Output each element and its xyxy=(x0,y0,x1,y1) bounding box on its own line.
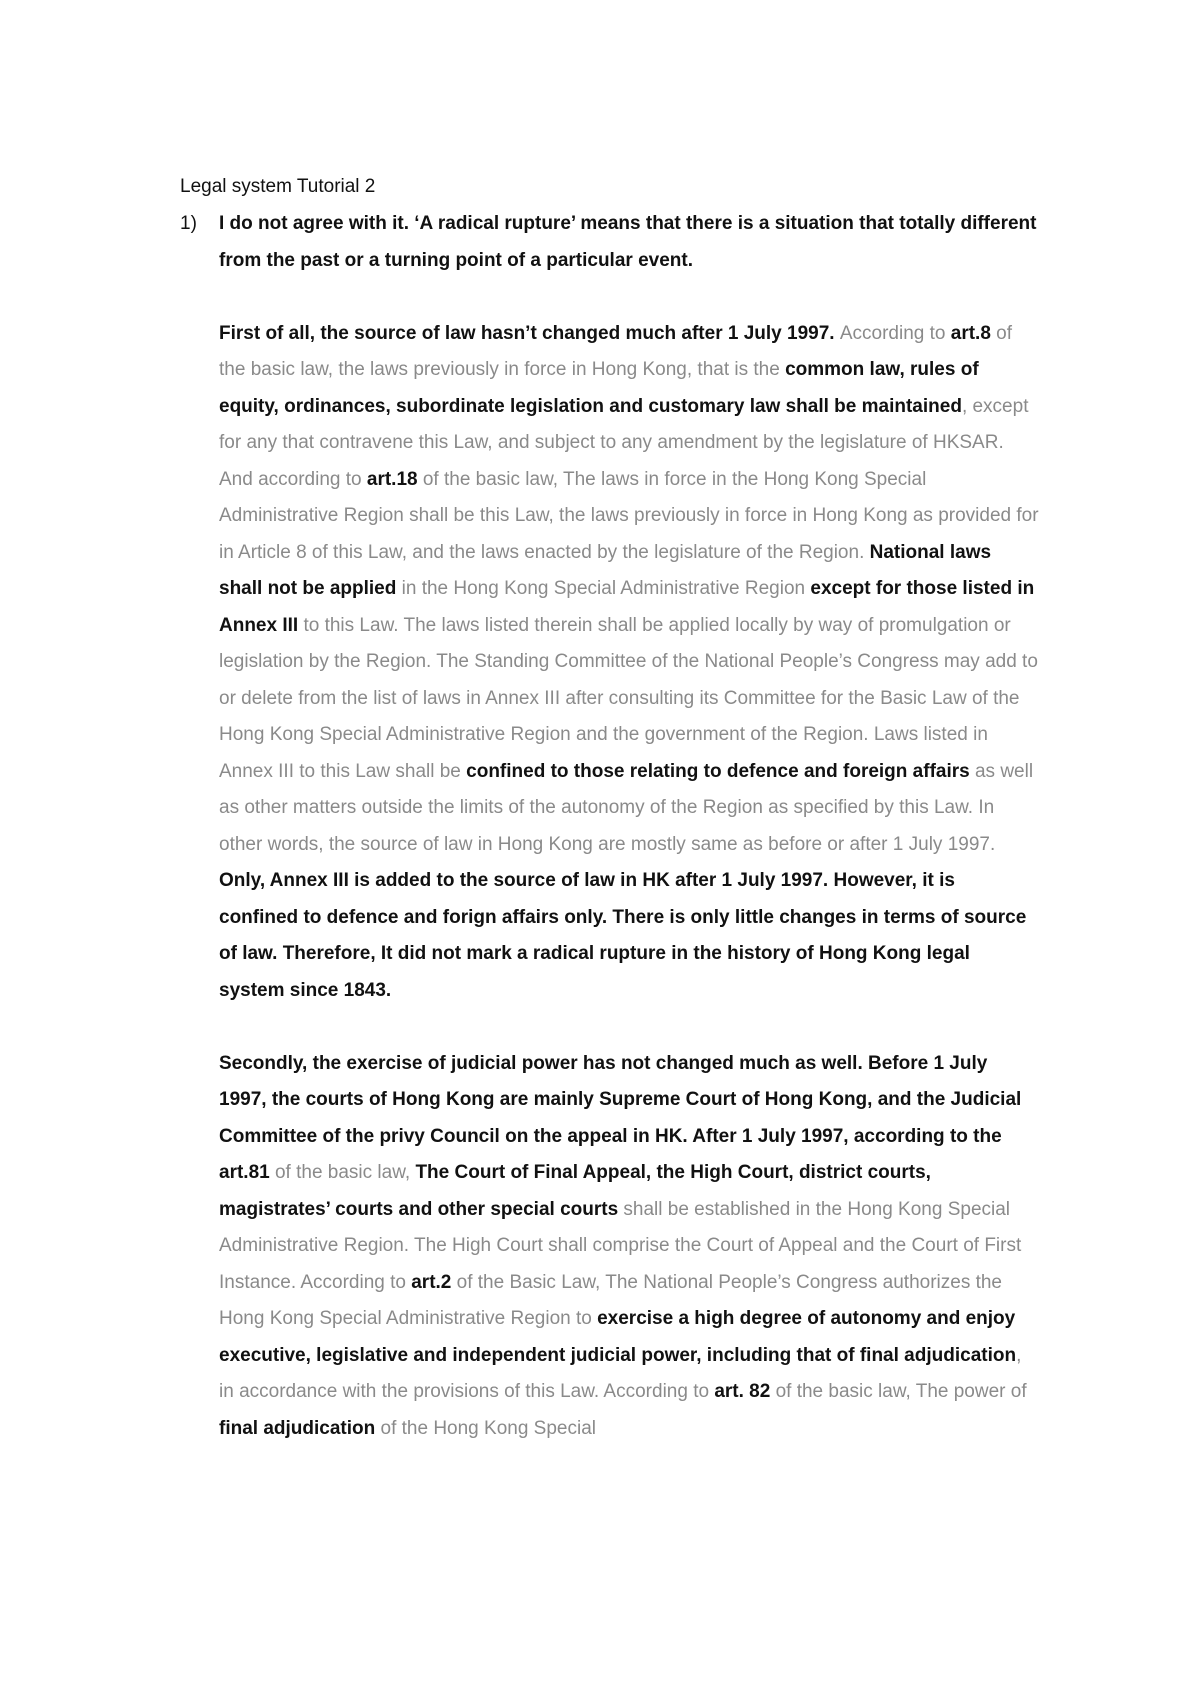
quoted-law-text: of the basic law, xyxy=(269,1162,416,1183)
emphasized-text: art.18 xyxy=(366,468,418,490)
quoted-law-text: , except for any that contravene this Law, and subject to any amendment by the legislature of HKSAR. And according to xyxy=(219,395,1029,490)
paragraph-gap xyxy=(219,279,1039,316)
quoted-law-text: of the basic law, The laws in force in the Hong Kong Special Administrative Region shall be this Law, the laws previously in force in Hong Kong as provided for in Article 8 of this Law, and the laws enacted by the legislature of the Region. xyxy=(219,468,1039,563)
quoted-law-text: as well as other matters outside the limits of the autonomy of the Region as specified by this Law. In other words, the source of law in Hong Kong are mostly same as before or after 1 July 1997. xyxy=(219,760,1034,855)
quoted-law-text: of the Basic Law, The National People’s Congress authorizes the Hong Kong Special Administrative Region to xyxy=(219,1271,1003,1329)
emphasized-text: Only, Annex III is added to the source of law in HK after 1 July 1997. However, it is confined to defence and forign affairs only. There is only little changes in terms of source of law. Therefore, It did not mark a radical rupture in the history of Hong Kong legal system since 1843. xyxy=(219,870,1027,1001)
document-title: Legal system Tutorial 2 xyxy=(180,176,376,197)
emphasized-text: common law, rules of equity, ordinances, subordinate legislation and customary law shall be maintained xyxy=(219,359,979,417)
question-number: 1) xyxy=(180,213,197,234)
emphasized-text: except for those listed in Annex III xyxy=(219,578,1035,636)
quoted-law-text: shall be established in the Hong Kong Special Administrative Region. The High Court shall comprise the Court of Appeal and the Court of First Instance. According to xyxy=(219,1198,1022,1293)
emphasized-text: Secondly, the exercise of judicial power has not changed much as well. Before 1 July 1997, the courts of Hong Kong are mainly Supreme Court of Hong Kong, and the Judicial Committee of the privy Council on the appeal in HK. After 1 July 1997, according to the art.81 xyxy=(219,1052,1022,1183)
emphasized-text: confined to those relating to defence and foreign affairs xyxy=(466,760,970,782)
quoted-law-text: of the basic law, the laws previously in force in Hong Kong, that is the xyxy=(219,322,1013,380)
quoted-law-text: to this Law. The laws listed therein shall be applied locally by way of promulgation or legislation by the Region. The Standing Committee of the National People’s Congress may add to or delete from the list of laws in Annex III after consulting its Committee for the Basic Law of the Hong Kong Special Administrative Region and the government of the Region. Laws listed in Annex III to this Law shall be xyxy=(219,614,1038,782)
quoted-law-text: of the basic law, The power of xyxy=(770,1381,1027,1402)
answer-body xyxy=(219,206,1039,1447)
emphasized-text: art. 82 xyxy=(714,1381,771,1402)
paragraph-gap xyxy=(219,1009,1039,1046)
paragraph-3 xyxy=(219,1046,1039,1448)
emphasized-text: art.2 xyxy=(411,1271,452,1293)
emphasized-text: final adjudication xyxy=(219,1417,376,1439)
quoted-law-text: , in accordance with the provisions of this Law. According to xyxy=(219,1344,1022,1402)
emphasized-text: exercise a high degree of autonomy and enjoy executive, legislative and independent judicial power, including that of final adjudication xyxy=(219,1308,1017,1366)
emphasized-text: The Court of Final Appeal, the High Court, district courts, magistrates’ courts and other special courts xyxy=(219,1162,931,1220)
paragraph-1 xyxy=(219,206,1039,279)
quoted-law-text: in the Hong Kong Special Administrative Region xyxy=(396,578,811,599)
emphasized-text: I do not agree with it. ‘A radical rupture’ means that there is a situation that totally different from the past or a turning point of a particular event. xyxy=(219,213,1037,271)
quoted-law-text: of the Hong Kong Special xyxy=(375,1417,596,1439)
paragraph-2 xyxy=(219,316,1039,1010)
emphasized-text: art.8 xyxy=(950,322,991,344)
emphasized-text: National laws shall not be applied xyxy=(219,541,992,599)
quoted-law-text: According to xyxy=(839,322,951,344)
emphasized-text: First of all, the source of law hasn’t changed much after 1 July 1997. xyxy=(219,322,840,344)
